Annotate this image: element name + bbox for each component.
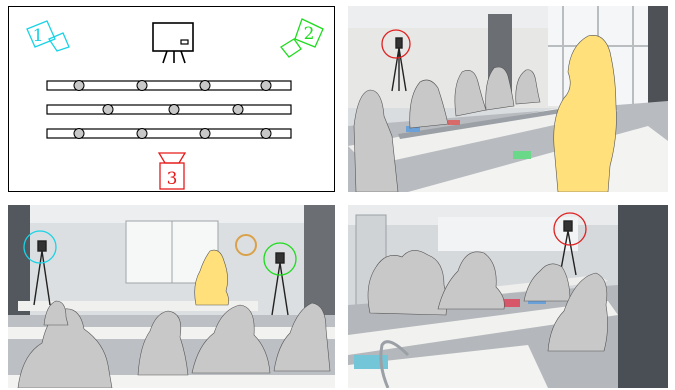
- camera-1-icon: [27, 21, 69, 51]
- camera-3-icon: [159, 153, 185, 189]
- classroom-photo-bottom-right: [348, 205, 668, 388]
- camera-2-icon: [281, 19, 323, 57]
- desk-row-3: [47, 129, 291, 139]
- classroom-photo-bottom-left: [8, 205, 335, 388]
- classroom-photo-top-right: [348, 6, 668, 192]
- desk-row-1: [47, 81, 291, 91]
- desk-row-2: [47, 105, 291, 115]
- camera-3-label: 3: [166, 169, 178, 189]
- camera-2-label: 2: [303, 24, 315, 44]
- classroom-layout-diagram: [8, 6, 335, 192]
- camera-1-label: 1: [32, 26, 44, 46]
- whiteboard-icon: [153, 23, 193, 63]
